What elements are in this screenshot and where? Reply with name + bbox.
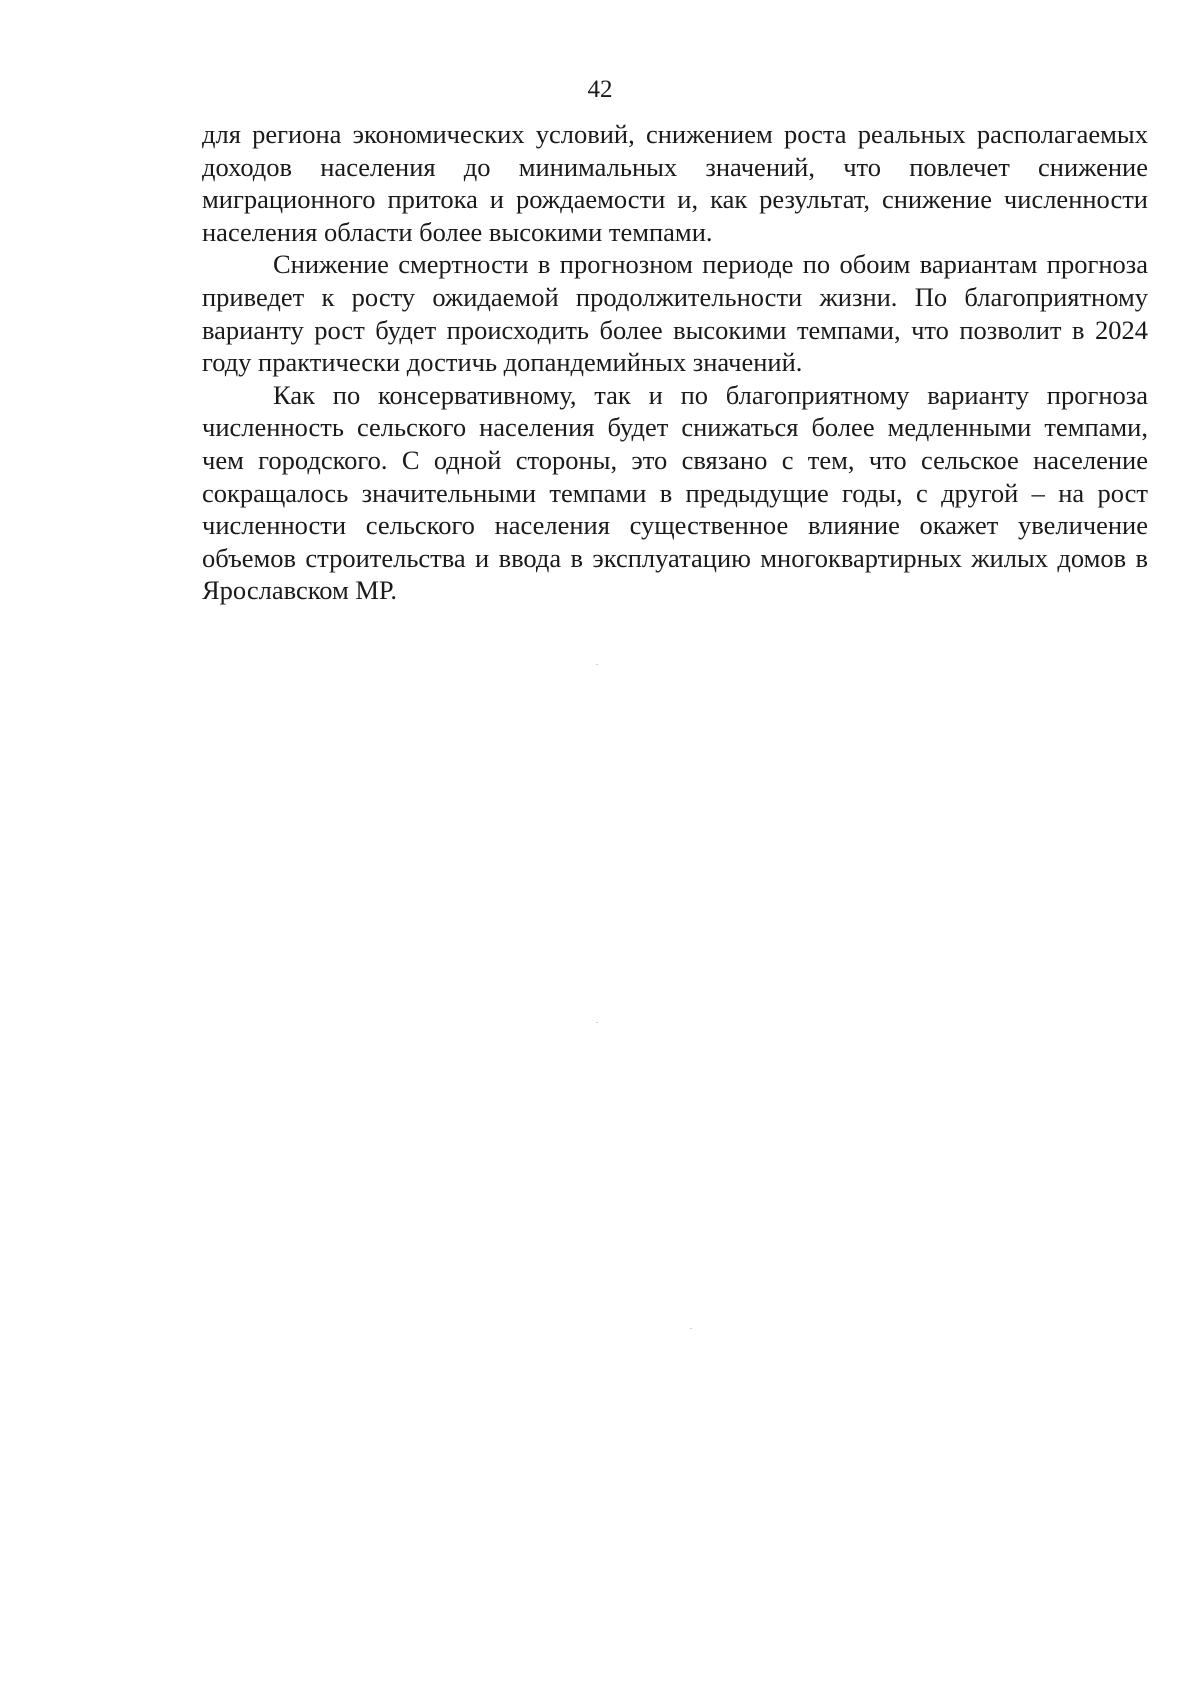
document-body — [202, 118, 1148, 607]
paragraph-1: для региона экономических условий, снижением роста реальных располагаемых доходов населения до минимальных значений, что повлечет снижение миграционного притока и рождаемости и, как результат, снижение численности населения области более высокими темпами. — [202, 119, 1148, 247]
scan-speck — [690, 1328, 692, 1329]
page-number: 42 — [587, 76, 613, 103]
paragraph-2: Снижение смертности в прогнозном периоде по обоим вариантам прогноза приведет к росту ожидаемой продолжительности жизни. По благоприятному варианту рост будет происходить более высокими темпами, что позволит в 2024 году практически достичь допандемийных значений. — [202, 249, 1148, 378]
scan-speck — [596, 664, 598, 665]
paragraph-3: Как по консервативному, так и по благоприятному варианту прогноза численность сельского населения будет снижаться более медленными темпами, чем городского. С одной стороны, это связано с тем, что сельское население сокращалось значительными темпами в предыдущие годы, с другой – на рост численности сельского населения существенное влияние окажет увеличение объемов строительства и ввода в эксплуатацию многоквартирных жилых домов в Ярославском МР. — [202, 379, 1148, 606]
scan-speck — [596, 1022, 598, 1023]
